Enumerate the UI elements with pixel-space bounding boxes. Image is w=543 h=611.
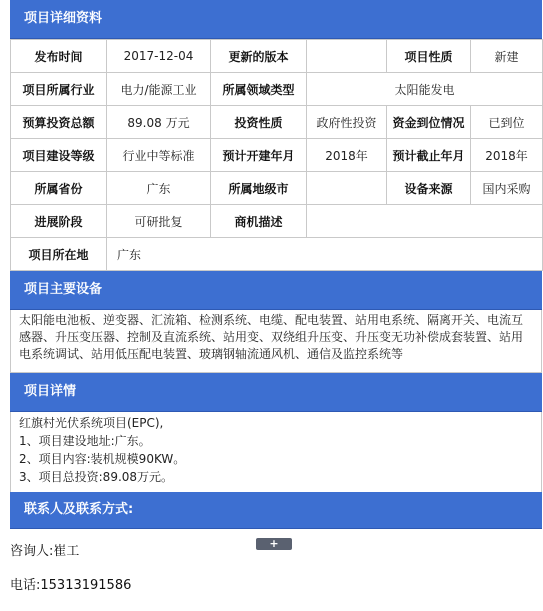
- expand-button[interactable]: +: [256, 538, 292, 550]
- field-label: 设备来源: [387, 172, 471, 205]
- field-label: 所属领域类型: [211, 73, 307, 106]
- field-label: 项目性质: [387, 40, 471, 73]
- detail-line: 2、项目内容:装机规模90KW。: [19, 452, 186, 466]
- consultant-name: 咨询人:崔工: [10, 544, 80, 559]
- equipment-text: 太阳能电池板、逆变器、汇流箱、检测系统、电缆、配电装置、站用电系统、隔离开关、电流互感器、升压变压器、控制及直流系统、站用变、双绕组升压变、升压变无功补偿成套装置、站用电系统调试、站用低压配电装置、玻璃钢轴流通风机、通信及监控系统等: [10, 310, 542, 373]
- section-title-details: 项目详情: [10, 373, 542, 412]
- field-value: 广东: [107, 172, 211, 205]
- field-value: 2018年: [471, 139, 543, 172]
- table-row: [11, 106, 543, 139]
- field-label: 发布时间: [11, 40, 107, 73]
- table-row: [11, 139, 543, 172]
- table-row: [11, 73, 543, 106]
- field-value: 行业中等标准: [107, 139, 211, 172]
- field-label: 项目所在地: [11, 238, 107, 271]
- field-value: 2018年: [307, 139, 387, 172]
- field-value: 已到位: [471, 106, 543, 139]
- project-detail-panel: [10, 0, 542, 529]
- field-label: 进展阶段: [11, 205, 107, 238]
- field-value: 可研批复: [107, 205, 211, 238]
- field-label: 项目建设等级: [11, 139, 107, 172]
- field-label: 投资性质: [211, 106, 307, 139]
- section-title-equipment: 项目主要设备: [10, 271, 542, 310]
- field-value: 新建: [471, 40, 543, 73]
- field-label: 商机描述: [211, 205, 307, 238]
- table-row: [11, 40, 543, 73]
- field-label: 更新的版本: [211, 40, 307, 73]
- field-label: 所属地级市: [211, 172, 307, 205]
- project-details-text: [10, 412, 542, 492]
- detail-line: 红旗村光伏系统项目(EPC),: [19, 416, 164, 430]
- detail-line: 1、项目建设地址:广东。: [19, 434, 151, 448]
- field-value: 89.08 万元: [107, 106, 211, 139]
- section-title-project-info: 项目详细资料: [10, 0, 542, 39]
- field-value: 国内采购: [471, 172, 543, 205]
- section-title-contact: 联系人及联系方式:: [10, 492, 542, 529]
- field-value: 2017-12-04: [107, 40, 211, 73]
- contact-phone: 电话:15313191586: [10, 578, 132, 593]
- field-value: [307, 205, 543, 238]
- detail-line: 3、项目总投资:89.08万元。: [19, 470, 174, 484]
- field-label: 预计截止年月: [387, 139, 471, 172]
- field-value: 政府性投资: [307, 106, 387, 139]
- table-row: [11, 205, 543, 238]
- field-value: 电力/能源工业: [107, 73, 211, 106]
- field-label: 预计开建年月: [211, 139, 307, 172]
- field-label: 所属省份: [11, 172, 107, 205]
- table-row: [11, 238, 543, 271]
- field-value: [307, 172, 387, 205]
- field-label: 预算投资总额: [11, 106, 107, 139]
- field-label: 资金到位情况: [387, 106, 471, 139]
- project-info-table: [10, 39, 543, 271]
- table-row: [11, 172, 543, 205]
- field-value: 广东: [107, 238, 543, 271]
- field-value: 太阳能发电: [307, 73, 543, 106]
- field-value: [307, 40, 387, 73]
- field-label: 项目所属行业: [11, 73, 107, 106]
